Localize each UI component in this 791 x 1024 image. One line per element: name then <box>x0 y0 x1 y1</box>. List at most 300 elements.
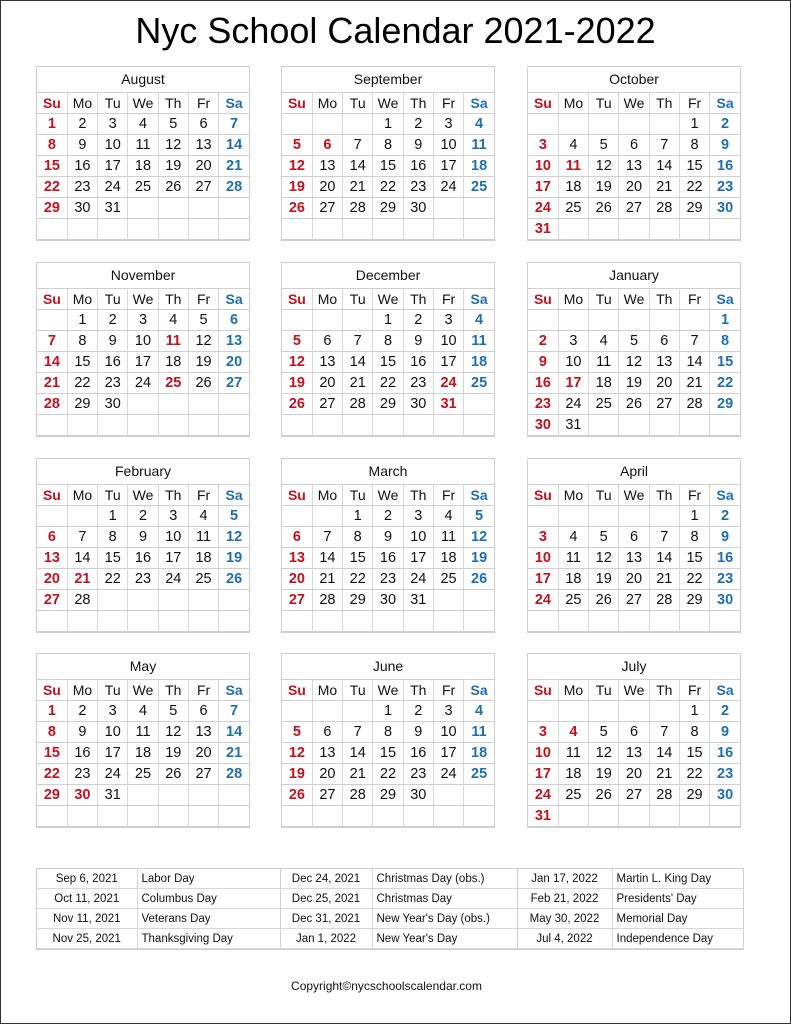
day-cell: 7 <box>67 527 97 548</box>
day-cell <box>37 310 67 331</box>
day-cell: 10 <box>528 548 558 569</box>
day-cell: 2 <box>403 701 433 722</box>
weekday-header: We <box>128 93 158 114</box>
day-cell: 8 <box>373 135 403 156</box>
day-cell <box>219 785 249 806</box>
day-cell <box>282 506 312 527</box>
day-cell <box>128 394 158 415</box>
day-cell <box>282 114 312 135</box>
day-cell: 5 <box>589 135 619 156</box>
holiday-date: Oct 11, 2021 <box>37 889 137 909</box>
day-cell: 30 <box>710 590 740 611</box>
day-cell: 5 <box>188 310 218 331</box>
weekday-header: Fr <box>679 680 709 701</box>
weekday-header: We <box>373 289 403 310</box>
day-cell: 6 <box>312 331 342 352</box>
weekday-header: Tu <box>343 289 373 310</box>
weekday-header: Su <box>528 289 558 310</box>
day-cell <box>67 415 97 436</box>
day-cell: 6 <box>312 135 342 156</box>
day-cell <box>528 506 558 527</box>
day-cell: 12 <box>219 527 249 548</box>
day-cell: 7 <box>343 331 373 352</box>
day-cell <box>649 310 679 331</box>
day-cell: 31 <box>558 415 588 436</box>
day-cell: 10 <box>128 331 158 352</box>
day-cell: 11 <box>558 743 588 764</box>
weekday-header: Fr <box>679 93 709 114</box>
weekday-header: Th <box>649 289 679 310</box>
day-cell: 19 <box>464 548 494 569</box>
day-cell: 10 <box>98 135 128 156</box>
day-cell: 21 <box>649 177 679 198</box>
day-cell: 9 <box>128 527 158 548</box>
day-cell: 22 <box>37 764 67 785</box>
day-cell: 7 <box>343 135 373 156</box>
day-cell: 25 <box>128 764 158 785</box>
day-cell: 27 <box>619 590 649 611</box>
day-cell <box>312 506 342 527</box>
month-table <box>528 289 740 436</box>
weekday-header: Mo <box>312 485 342 506</box>
day-cell: 15 <box>37 156 67 177</box>
day-cell: 26 <box>589 198 619 219</box>
day-cell: 4 <box>128 114 158 135</box>
day-cell: 23 <box>403 764 433 785</box>
day-cell <box>589 114 619 135</box>
holiday-row <box>37 909 743 929</box>
day-cell: 19 <box>282 373 312 394</box>
day-cell: 6 <box>312 722 342 743</box>
day-cell: 1 <box>373 114 403 135</box>
weekday-header: Su <box>37 289 67 310</box>
weekday-header: Mo <box>312 93 342 114</box>
month-table <box>37 289 249 436</box>
day-cell <box>282 611 312 632</box>
day-cell: 2 <box>710 114 740 135</box>
day-cell: 7 <box>219 701 249 722</box>
day-cell <box>37 219 67 240</box>
day-cell <box>312 806 342 827</box>
day-cell: 26 <box>158 764 188 785</box>
month-name: June <box>282 654 494 680</box>
day-cell: 28 <box>649 198 679 219</box>
day-cell: 16 <box>710 548 740 569</box>
day-cell: 1 <box>67 310 97 331</box>
day-cell <box>679 806 709 827</box>
day-cell: 8 <box>98 527 128 548</box>
day-cell: 8 <box>37 135 67 156</box>
day-cell: 8 <box>679 135 709 156</box>
day-cell: 13 <box>649 352 679 373</box>
day-cell <box>128 219 158 240</box>
day-cell: 3 <box>158 506 188 527</box>
weekday-header: Su <box>282 485 312 506</box>
day-cell <box>403 806 433 827</box>
day-cell: 17 <box>98 743 128 764</box>
day-cell <box>433 785 463 806</box>
day-cell: 8 <box>373 722 403 743</box>
day-cell <box>464 219 494 240</box>
month-august <box>36 66 250 241</box>
day-cell: 20 <box>649 373 679 394</box>
month-name: May <box>37 654 249 680</box>
day-cell: 16 <box>403 743 433 764</box>
day-cell: 12 <box>282 743 312 764</box>
day-cell <box>373 219 403 240</box>
day-cell: 26 <box>589 785 619 806</box>
weekday-header: Mo <box>558 93 588 114</box>
day-cell <box>433 611 463 632</box>
weekday-header: Mo <box>67 680 97 701</box>
day-cell <box>282 219 312 240</box>
day-cell: 12 <box>464 527 494 548</box>
day-cell <box>589 806 619 827</box>
weekday-header: Th <box>403 93 433 114</box>
weekday-header: Fr <box>188 485 218 506</box>
day-cell <box>649 415 679 436</box>
holiday-list <box>36 868 744 950</box>
day-cell: 24 <box>528 198 558 219</box>
day-cell: 24 <box>403 569 433 590</box>
weekday-header: We <box>619 93 649 114</box>
day-cell: 11 <box>558 548 588 569</box>
day-cell: 3 <box>433 701 463 722</box>
day-cell: 10 <box>403 527 433 548</box>
day-cell <box>188 806 218 827</box>
day-cell <box>679 310 709 331</box>
day-cell: 25 <box>158 373 188 394</box>
day-cell: 5 <box>158 114 188 135</box>
day-cell <box>464 611 494 632</box>
day-cell: 1 <box>343 506 373 527</box>
day-cell: 30 <box>67 198 97 219</box>
day-cell: 18 <box>188 548 218 569</box>
day-cell: 7 <box>649 527 679 548</box>
day-cell: 7 <box>649 135 679 156</box>
day-cell: 13 <box>282 548 312 569</box>
day-cell: 22 <box>679 569 709 590</box>
day-cell: 19 <box>188 352 218 373</box>
holiday-name: Independence Day <box>612 929 743 949</box>
day-cell: 31 <box>98 785 128 806</box>
day-cell: 12 <box>158 135 188 156</box>
day-cell: 19 <box>158 743 188 764</box>
month-october <box>527 66 741 241</box>
day-cell: 19 <box>589 764 619 785</box>
day-cell: 7 <box>312 527 342 548</box>
day-cell: 24 <box>158 569 188 590</box>
day-cell <box>343 415 373 436</box>
weekday-header: Su <box>528 93 558 114</box>
day-cell: 9 <box>373 527 403 548</box>
day-cell: 31 <box>433 394 463 415</box>
day-cell: 15 <box>98 548 128 569</box>
day-cell: 6 <box>219 310 249 331</box>
weekday-header: Tu <box>98 289 128 310</box>
day-cell: 26 <box>188 373 218 394</box>
holiday-date: Nov 25, 2021 <box>37 929 137 949</box>
day-cell: 15 <box>710 352 740 373</box>
day-cell: 29 <box>679 198 709 219</box>
holiday-table <box>37 869 744 949</box>
day-cell <box>67 806 97 827</box>
day-cell: 10 <box>98 722 128 743</box>
weekday-header: Su <box>282 289 312 310</box>
weekday-header: Tu <box>343 93 373 114</box>
day-cell <box>98 611 128 632</box>
day-cell: 2 <box>128 506 158 527</box>
day-cell <box>649 219 679 240</box>
day-cell <box>464 198 494 219</box>
day-cell: 8 <box>710 331 740 352</box>
day-cell <box>98 590 128 611</box>
weekday-header: Th <box>158 680 188 701</box>
day-cell <box>188 198 218 219</box>
day-cell: 27 <box>312 394 342 415</box>
day-cell: 24 <box>433 764 463 785</box>
day-cell: 1 <box>710 310 740 331</box>
day-cell <box>128 198 158 219</box>
day-cell <box>312 114 342 135</box>
day-cell: 18 <box>558 764 588 785</box>
day-cell: 12 <box>589 548 619 569</box>
day-cell: 18 <box>158 352 188 373</box>
day-cell <box>158 198 188 219</box>
day-cell: 22 <box>679 177 709 198</box>
day-cell: 20 <box>619 764 649 785</box>
day-cell: 22 <box>67 373 97 394</box>
holiday-name: Christmas Day <box>372 889 517 909</box>
day-cell: 3 <box>558 331 588 352</box>
day-cell: 9 <box>67 135 97 156</box>
day-cell: 15 <box>37 743 67 764</box>
month-april <box>527 458 741 633</box>
weekday-header: Mo <box>558 289 588 310</box>
day-cell: 23 <box>403 177 433 198</box>
day-cell <box>188 590 218 611</box>
day-cell: 21 <box>343 373 373 394</box>
day-cell: 31 <box>528 806 558 827</box>
day-cell: 1 <box>373 310 403 331</box>
weekday-header: Fr <box>679 485 709 506</box>
day-cell: 24 <box>558 394 588 415</box>
day-cell: 22 <box>373 373 403 394</box>
day-cell: 4 <box>188 506 218 527</box>
day-cell <box>219 611 249 632</box>
day-cell: 11 <box>433 527 463 548</box>
day-cell: 18 <box>128 156 158 177</box>
day-cell: 23 <box>710 764 740 785</box>
month-december <box>281 262 495 437</box>
month-january <box>527 262 741 437</box>
day-cell: 14 <box>343 743 373 764</box>
weekday-header: Th <box>158 93 188 114</box>
day-cell: 8 <box>67 331 97 352</box>
day-cell: 13 <box>188 722 218 743</box>
day-cell <box>528 701 558 722</box>
day-cell: 13 <box>619 743 649 764</box>
day-cell: 20 <box>188 156 218 177</box>
day-cell: 14 <box>219 722 249 743</box>
day-cell: 15 <box>679 743 709 764</box>
day-cell: 9 <box>403 135 433 156</box>
weekday-header: Sa <box>710 289 740 310</box>
month-february <box>36 458 250 633</box>
day-cell: 3 <box>128 310 158 331</box>
day-cell <box>589 701 619 722</box>
day-cell: 24 <box>433 177 463 198</box>
day-cell: 4 <box>128 701 158 722</box>
day-cell <box>128 415 158 436</box>
day-cell <box>464 590 494 611</box>
day-cell: 11 <box>188 527 218 548</box>
day-cell: 5 <box>219 506 249 527</box>
day-cell: 18 <box>464 352 494 373</box>
day-cell: 11 <box>128 135 158 156</box>
day-cell: 26 <box>219 569 249 590</box>
day-cell: 22 <box>373 764 403 785</box>
day-cell: 30 <box>528 415 558 436</box>
day-cell: 15 <box>679 156 709 177</box>
day-cell: 21 <box>219 156 249 177</box>
day-cell <box>37 415 67 436</box>
weekday-header: Su <box>528 680 558 701</box>
holiday-name: Presidents' Day <box>612 889 743 909</box>
day-cell: 1 <box>37 701 67 722</box>
holiday-row <box>37 889 743 909</box>
day-cell: 16 <box>710 156 740 177</box>
day-cell: 22 <box>679 764 709 785</box>
weekday-header: Su <box>37 485 67 506</box>
day-cell: 7 <box>219 114 249 135</box>
month-june <box>281 653 495 828</box>
day-cell: 9 <box>67 722 97 743</box>
day-cell: 20 <box>312 373 342 394</box>
day-cell: 11 <box>464 135 494 156</box>
page-title: Nyc School Calendar 2021-2022 <box>135 10 656 51</box>
day-cell <box>312 219 342 240</box>
weekday-header: Th <box>649 485 679 506</box>
day-cell: 22 <box>37 177 67 198</box>
holiday-date: Jan 17, 2022 <box>517 869 612 889</box>
day-cell <box>589 219 619 240</box>
day-cell: 14 <box>67 548 97 569</box>
day-cell <box>219 219 249 240</box>
day-cell: 4 <box>433 506 463 527</box>
day-cell <box>464 806 494 827</box>
day-cell: 19 <box>619 373 649 394</box>
weekday-header: Th <box>649 93 679 114</box>
month-name: February <box>37 459 249 485</box>
day-cell: 9 <box>710 135 740 156</box>
holiday-date: Feb 21, 2022 <box>517 889 612 909</box>
weekday-header: Th <box>158 289 188 310</box>
day-cell: 17 <box>128 352 158 373</box>
day-cell: 6 <box>619 722 649 743</box>
day-cell: 14 <box>219 135 249 156</box>
day-cell <box>528 310 558 331</box>
weekday-header: Sa <box>710 485 740 506</box>
day-cell <box>343 701 373 722</box>
day-cell: 19 <box>282 177 312 198</box>
day-cell: 17 <box>558 373 588 394</box>
day-cell: 26 <box>158 177 188 198</box>
day-cell <box>464 415 494 436</box>
weekday-header: Su <box>37 680 67 701</box>
day-cell: 26 <box>589 590 619 611</box>
weekday-header: Sa <box>464 93 494 114</box>
day-cell: 24 <box>98 177 128 198</box>
day-cell <box>219 415 249 436</box>
day-cell: 1 <box>37 114 67 135</box>
day-cell <box>589 506 619 527</box>
day-cell: 18 <box>433 548 463 569</box>
day-cell: 10 <box>528 743 558 764</box>
day-cell: 9 <box>98 331 128 352</box>
day-cell: 12 <box>282 352 312 373</box>
weekday-header: We <box>128 289 158 310</box>
day-cell: 10 <box>528 156 558 177</box>
day-cell <box>679 415 709 436</box>
day-cell: 3 <box>433 114 463 135</box>
day-cell: 27 <box>188 177 218 198</box>
weekday-header: Mo <box>312 680 342 701</box>
day-cell <box>649 806 679 827</box>
day-cell: 25 <box>558 785 588 806</box>
day-cell: 23 <box>373 569 403 590</box>
day-cell: 28 <box>67 590 97 611</box>
day-cell: 19 <box>589 569 619 590</box>
holiday-name: Columbus Day <box>137 889 280 909</box>
day-cell: 15 <box>373 156 403 177</box>
day-cell: 29 <box>679 785 709 806</box>
day-cell: 2 <box>710 701 740 722</box>
weekday-header: Su <box>282 93 312 114</box>
day-cell: 13 <box>312 743 342 764</box>
holiday-date: Jul 4, 2022 <box>517 929 612 949</box>
day-cell: 30 <box>403 785 433 806</box>
day-cell <box>343 806 373 827</box>
day-cell: 16 <box>528 373 558 394</box>
copyright-text: Copyright©nycschoolscalendar.com <box>291 979 482 993</box>
day-cell: 10 <box>433 331 463 352</box>
month-table <box>282 289 494 436</box>
day-cell: 3 <box>98 114 128 135</box>
day-cell: 23 <box>710 177 740 198</box>
weekday-header: Th <box>403 485 433 506</box>
day-cell: 27 <box>312 785 342 806</box>
day-cell: 6 <box>188 701 218 722</box>
day-cell: 22 <box>373 177 403 198</box>
day-cell <box>158 785 188 806</box>
day-cell <box>433 415 463 436</box>
day-cell: 29 <box>37 198 67 219</box>
month-name: March <box>282 459 494 485</box>
day-cell: 28 <box>312 590 342 611</box>
day-cell: 11 <box>464 331 494 352</box>
day-cell: 6 <box>37 527 67 548</box>
day-cell: 1 <box>679 506 709 527</box>
day-cell: 25 <box>128 177 158 198</box>
day-cell <box>158 806 188 827</box>
day-cell: 2 <box>710 506 740 527</box>
day-cell <box>128 611 158 632</box>
month-name: November <box>37 263 249 289</box>
day-cell: 27 <box>188 764 218 785</box>
weekday-header: We <box>619 680 649 701</box>
weekday-header: Sa <box>464 289 494 310</box>
